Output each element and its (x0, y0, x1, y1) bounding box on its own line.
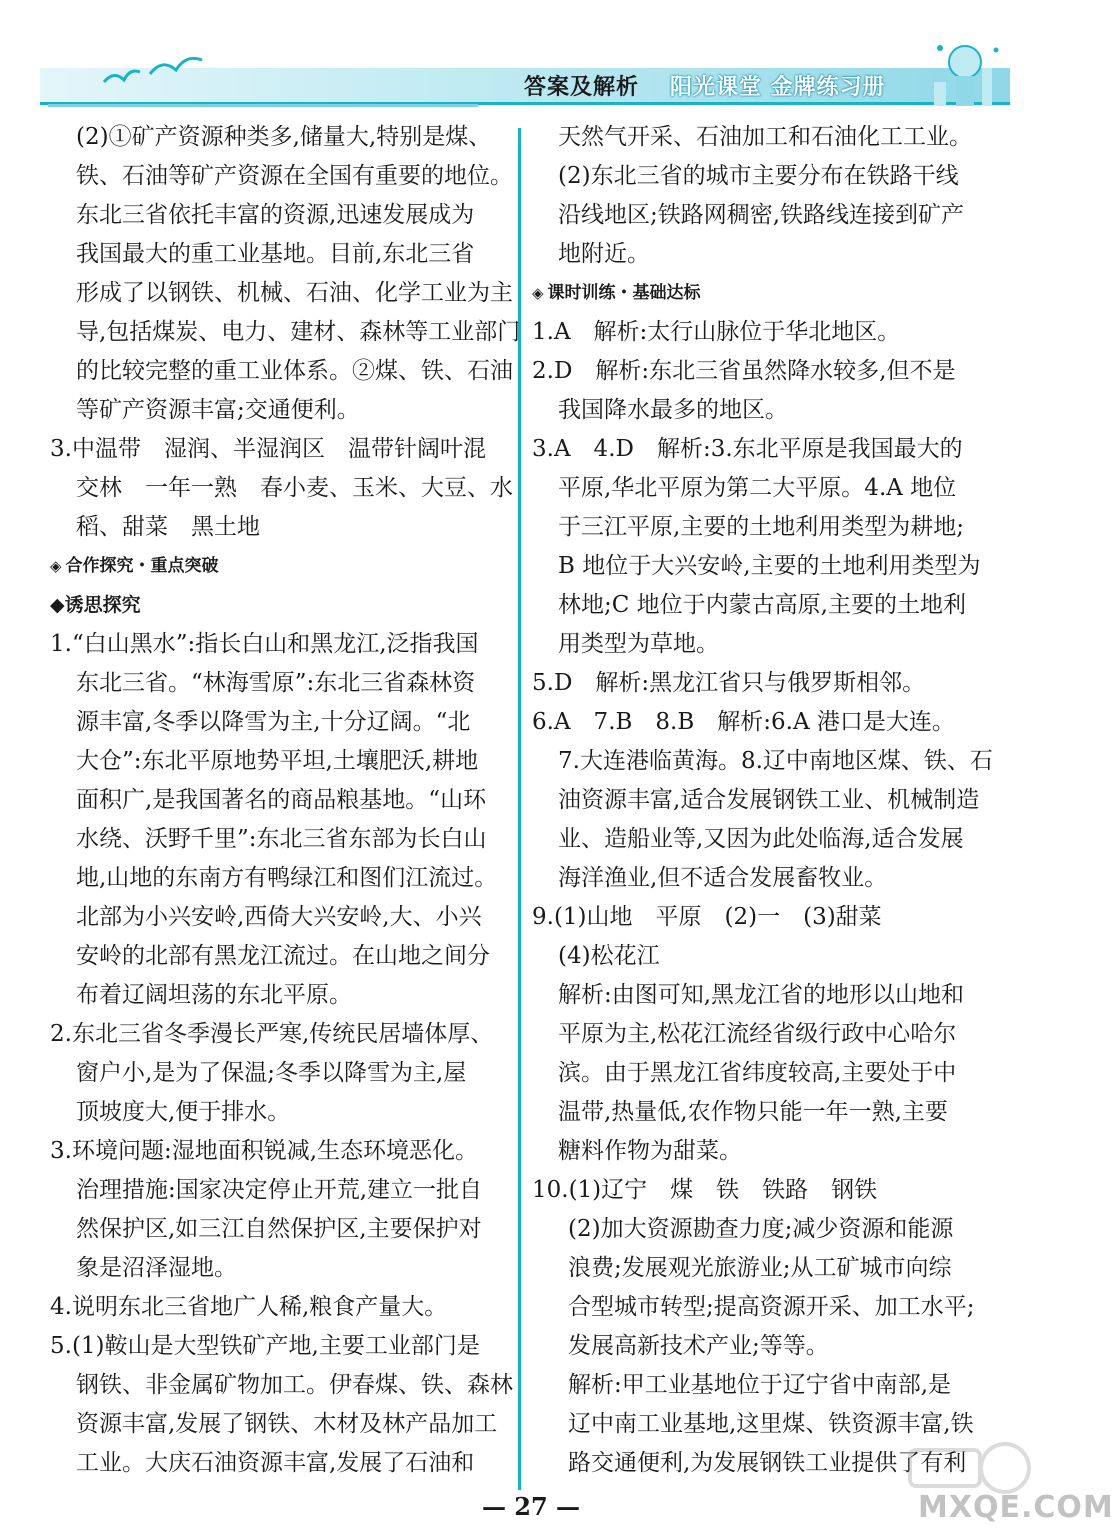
page-number: — 27 — (481, 1492, 581, 1521)
text-line: 导,包括煤炭、电力、建材、森林等工业部门 (76, 319, 521, 345)
text-line: 1.“白山黑水”:指长白山和黑龙江,泛指我国 (50, 631, 479, 657)
text-line: 2.东北三省冬季漫长严寒,传统民居墙体厚、 (50, 1021, 494, 1047)
text-line: 2.D 解析:东北三省虽然降水较多,但不是 (532, 358, 956, 384)
text-line: 北部为小兴安岭,西倚大兴安岭,大、小兴 (76, 904, 482, 930)
text-line: 3.环境问题:湿地面积锐减,生态环境恶化。 (50, 1138, 479, 1164)
text-line: 林地;C 地位于内蒙古高原,主要的土地利 (558, 592, 966, 618)
text-line: 滨。由于黑龙江省纬度较高,主要处于中 (558, 1060, 957, 1086)
text-line: (2)加大资源勘查力度;减少资源和能源 (568, 1216, 954, 1242)
text-line: 6.A 7.B 8.B 解析:6.A 港口是大连。 (532, 709, 955, 735)
text-line: 7.大连港临黄海。8.辽中南地区煤、铁、石 (558, 748, 993, 774)
text-line: 3.中温带 湿润、半湿润区 温带针阔叶混 (50, 436, 486, 462)
text-line: 等矿产资源丰富;交通便利。 (76, 397, 360, 423)
text-line: 合型城市转型;提高资源开采、加工水平; (568, 1294, 975, 1320)
text-line: 布着辽阔坦荡的东北平原。 (76, 982, 352, 1008)
text-line: 治理措施:国家决定停止开荒,建立一批自 (76, 1177, 483, 1203)
text-line: 天然气开采、石油加工和石油化工工业。 (558, 124, 972, 150)
left-column (50, 118, 521, 1483)
text-line: 4.说明东北三省地广人稀,粮食产量大。 (50, 1294, 448, 1320)
text-line: 业、造船业等,又因为此处临海,适合发展 (558, 826, 964, 852)
text-line: 面积广,是我国著名的商品粮基地。“山环 (76, 787, 487, 813)
text-line: 海洋渔业,但不适合发展畜牧业。 (558, 865, 888, 891)
section-heading (50, 547, 512, 586)
text-line: 5.D 解析:黑龙江省只与俄罗斯相邻。 (532, 670, 926, 696)
text-line: 稻、甜菜 黑土地 (76, 514, 260, 540)
text-line: 发展高新技术产业;等等。 (568, 1333, 829, 1359)
text-line: 油资源丰富,适合发展钢铁工业、机械制造 (558, 787, 980, 813)
text-line: 5.(1)鞍山是大型铁矿产地,主要工业部门是 (50, 1333, 480, 1359)
section-title: 课时训练・基础达标 (547, 283, 701, 303)
text-line: 温带,热量低,农作物只能一年一熟,主要 (558, 1099, 948, 1125)
text-line: 平原为主,松花江流经省级行政中心哈尔 (558, 1021, 957, 1047)
text-line: 3.A 4.D 解析:3.东北平原是我国最大的 (532, 436, 963, 462)
section-heading (532, 274, 994, 313)
page-header (40, 60, 1010, 110)
tower-decoration-icon (920, 38, 1010, 108)
text-line: 东北三省依托丰富的资源,迅速发展成为 (76, 202, 475, 228)
text-line: 辽中南工业基地,这里煤、铁资源丰富,铁 (568, 1411, 974, 1437)
text-line: 地,山地的东南方有鸭绿江和图们江流过。 (76, 865, 498, 891)
section-title: 合作探究・重点突破 (65, 556, 219, 576)
header-brand: 阳光课堂 金牌练习册 (670, 75, 886, 100)
text-line: 解析:由图可知,黑龙江省的地形以山地和 (558, 982, 965, 1008)
text-line: 源丰富,冬季以降雪为主,十分辽阔。“北 (76, 709, 471, 735)
text-line: 1.A 解析:太行山脉位于华北地区。 (532, 319, 901, 345)
section-marker-icon: ◈ (50, 557, 62, 575)
text-line: (2)①矿产资源种类多,储量大,特别是煤、 (76, 124, 492, 150)
text-line: 路交通便利,为发展钢铁工业提供了有利 (568, 1450, 967, 1476)
text-line: 钢铁、非金属矿物加工。伊春煤、铁、森林 (76, 1372, 513, 1398)
text-line: 10.(1)辽宁 煤 铁 铁路 钢铁 (532, 1177, 878, 1203)
diamond-icon: ◆ (50, 594, 65, 616)
text-line: 顶坡度大,便于排水。 (76, 1099, 291, 1125)
text-line: 用类型为草地。 (558, 631, 719, 657)
text-line: 平原,华北平原为第二大平原。4.A 地位 (558, 475, 957, 501)
text-line: 糖料作物为甜菜。 (558, 1138, 742, 1164)
text-line: (2)东北三省的城市主要分布在铁路干线 (558, 163, 959, 189)
text-line: 于三江平原,主要的土地利用类型为耕地; (558, 514, 965, 540)
text-line: 资源丰富,发展了钢铁、木材及林产品加工 (76, 1411, 498, 1437)
text-line: B 地位于大兴安岭,主要的土地利用类型为 (558, 553, 981, 579)
text-line: 象是沼泽湿地。 (76, 1255, 237, 1281)
text-line: 解析:甲工业基地位于辽宁省中南部,是 (568, 1372, 952, 1398)
text-line: (4)松花江 (558, 943, 660, 969)
text-line: 安岭的北部有黑龙江流过。在山地之间分 (76, 943, 490, 969)
birds-icon (100, 52, 210, 92)
right-column (532, 118, 994, 1483)
text-line: 沿线地区;铁路网稠密,铁路线连接到矿产 (558, 202, 965, 228)
text-line: 东北三省。“林海雪原”:东北三省森林资 (76, 670, 476, 696)
text-line: 水绕、沃野千里”:东北三省东部为长白山 (76, 826, 487, 852)
text-line: 交林 一年一熟 春小麦、玉米、大豆、水 (76, 475, 513, 501)
text-line: 形成了以钢铁、机械、石油、化学工业为主 (76, 280, 513, 306)
header-title: 答案及解析 (524, 75, 640, 100)
subsection-title: 诱思探究 (64, 594, 141, 616)
text-line: 工业。大庆石油资源丰富,发展了石油和 (76, 1450, 475, 1476)
text-line: 的比较完整的重工业体系。②煤、铁、石油 (76, 358, 513, 384)
text-line: 铁、石油等矿产资源在全国有重要的地位。 (76, 163, 513, 189)
section-marker-icon: ◈ (532, 284, 544, 302)
text-line: 浪费;发展观光旅游业;从工矿城市向综 (568, 1255, 952, 1281)
text-line: 我国最大的重工业基地。目前,东北三省 (76, 241, 475, 267)
text-line: 大仓”:东北平原地势平坦,土壤肥沃,耕地 (76, 748, 479, 774)
text-line: 我国降水最多的地区。 (558, 397, 788, 423)
header-rule (48, 104, 478, 107)
text-line: 然保护区,如三江自然保护区,主要保护对 (76, 1216, 482, 1242)
subsection-heading (50, 586, 512, 625)
watermark-text: MXQE.COM (918, 1490, 1114, 1525)
text-line: 9.(1)山地 平原 (2)一 (3)甜菜 (532, 904, 882, 930)
text-line: 地附近。 (558, 241, 650, 267)
text-line: 窗户小,是为了保温;冬季以降雪为主,屋 (76, 1060, 467, 1086)
